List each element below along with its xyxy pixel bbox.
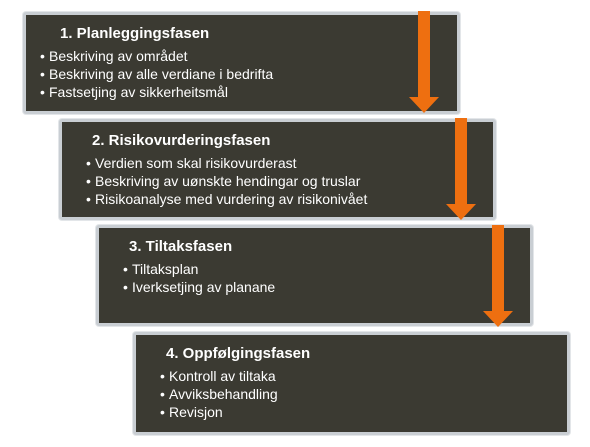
list-item [86,154,481,172]
arrow-shaft [455,118,467,206]
phase-box-follow-up [133,332,570,435]
list-item-text: Beskriving av alle verdiane i bedrifta [49,66,274,82]
list-item-text: Beskriving av området [49,48,188,64]
arrow-head [483,311,513,327]
phase-title: 1. Planleggingsfasen [60,25,210,42]
arrow-shaft [418,11,430,99]
bullet: • [160,404,165,420]
phase-title: 3. Tiltaksfasen [129,238,233,255]
list-item-text: Revisjon [169,404,223,420]
phase-items [76,154,481,208]
list-item [123,260,518,278]
list-item-text: Verdien som skal risikovurderast [95,155,297,171]
arrow-head [409,97,439,113]
phase-items [150,367,555,421]
list-item [160,367,555,385]
bullet: • [86,155,91,171]
list-item-text: Tiltaksplan [132,261,199,277]
phase-items [40,47,445,101]
list-item [40,65,445,83]
bullet: • [160,368,165,384]
arrow-head [446,204,476,220]
list-item [86,190,481,208]
list-item-text: Kontroll av tiltaka [169,368,276,384]
bullet: • [40,84,45,100]
list-item [86,172,481,190]
phase-items [113,260,518,296]
bullet: • [123,279,128,295]
list-item [40,83,445,101]
bullet: • [123,261,128,277]
phase-box-planning [23,12,460,114]
bullet: • [160,386,165,402]
arrow-down-icon [483,225,513,327]
bullet: • [86,191,91,207]
phase-box-risk-assessment [59,119,496,220]
phase-box-measures [96,225,533,326]
list-item [160,403,555,421]
list-item-text: Risikoanalyse med vurdering av risikonivået [95,191,368,207]
list-item [123,278,518,296]
arrow-shaft [492,225,504,313]
bullet: • [86,173,91,189]
phase-title: 2. Risikovurderingsfasen [92,132,271,149]
list-item-text: Fastsetjing av sikkerheitsmål [49,84,228,100]
arrow-down-icon [409,11,439,113]
arrow-down-icon [446,118,476,220]
list-item [160,385,555,403]
bullet: • [40,66,45,82]
list-item-text: Iverksetjing av planane [132,279,276,295]
bullet: • [40,48,45,64]
list-item-text: Avviksbehandling [169,386,278,402]
list-item-text: Beskriving av uønskte hendingar og truslar [95,173,361,189]
phase-title: 4. Oppfølgingsfasen [166,345,311,362]
list-item [40,47,445,65]
